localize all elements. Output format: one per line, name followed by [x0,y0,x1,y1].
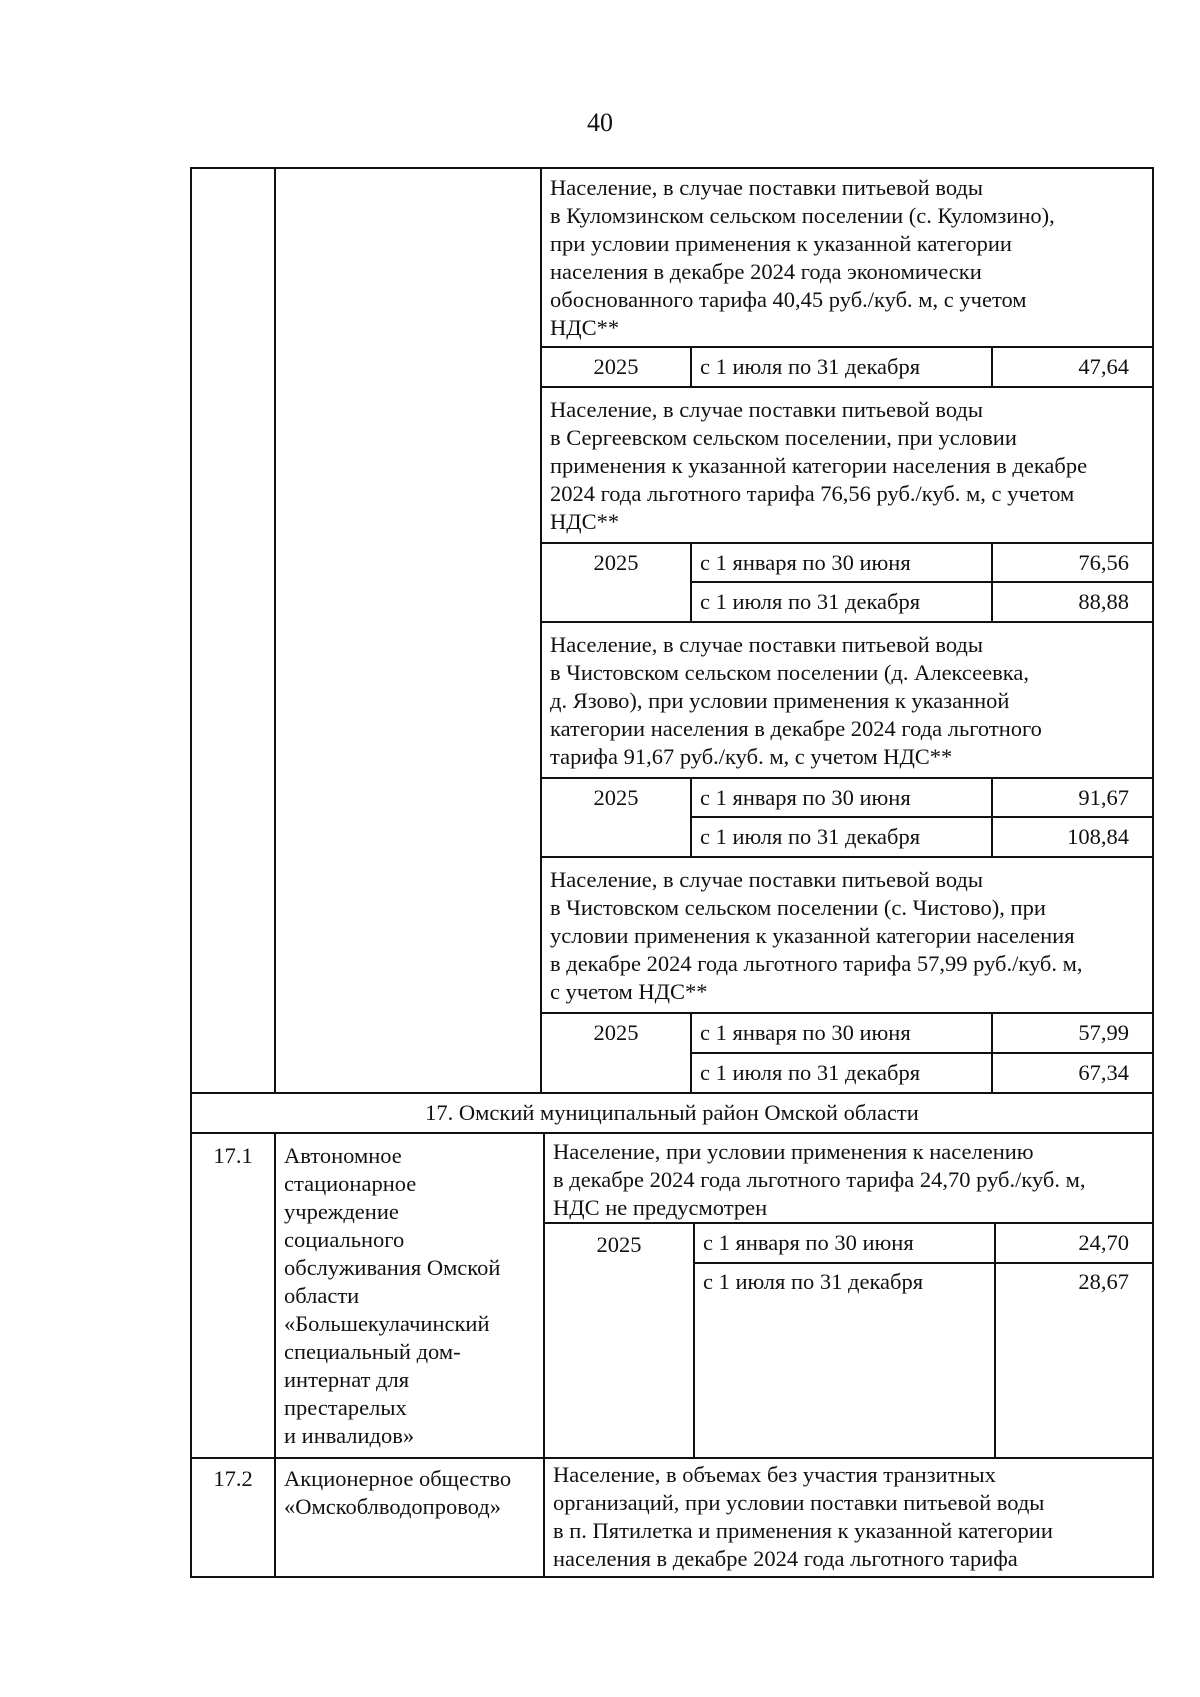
value-cell: 108,84 [1067,824,1129,849]
value-cell: 24,70 [1078,1230,1129,1255]
value-cell: 57,99 [1078,1020,1129,1045]
value-cell: 76,56 [1078,550,1129,575]
value-cell: 47,64 [1078,354,1129,379]
page-number: 40 [587,108,613,137]
tariff-table [190,167,1154,1578]
block-description: Население, в случае поставки питьевой воды в Чистовском сельском поселении (д. Алексеевка, д. Язово), при условии применения к указанной категории населения в декабре 2024 года льготного тарифа 91,67 руб./куб. м, с учетом НДС** [550,632,1042,769]
col-divider-org [543,1132,545,1578]
organization-name: Акционерное общество «Омскоблводопровод» [284,1466,512,1519]
block-description: Население, в случае поставки питьевой воды в Чистовском сельском поселении (с. Чистово), при условии применения к указанной категории населения в декабре 2024 года льготного тарифа 57,99 руб./куб. м, с учетом НДС** [550,867,1083,1004]
col-divider-number [274,1132,276,1578]
year-cell: 2025 [593,1020,639,1045]
row-number: 17.1 [213,1143,253,1168]
period-cell: с 1 июля по 31 декабря [700,589,921,614]
year-cell: 2025 [593,785,639,810]
year-cell: 2025 [593,550,639,575]
table-top-border [190,167,1154,169]
value-cell: 91,67 [1078,785,1129,810]
period-cell: с 1 января по 30 июня [700,1020,911,1045]
section-header: 17. Омский муниципальный район Омской области [425,1100,919,1125]
period-cell: с 1 января по 30 июня [700,550,911,575]
period-cell: с 1 июля по 31 декабря [700,354,921,379]
period-cell: с 1 июля по 31 декабря [700,1060,921,1085]
table-right-border [1152,167,1154,1578]
row-number: 17.2 [213,1466,253,1491]
value-cell: 28,67 [1078,1269,1129,1294]
value-cell: 67,34 [1078,1060,1129,1085]
year-cell: 2025 [596,1232,642,1257]
period-cell: с 1 июля по 31 декабря [703,1269,924,1294]
organization-name: Автономное стационарное учреждение социального обслуживания Омской области «Большекулачинский специальный дом- интернат для престарелых и инвалидов» [284,1143,501,1448]
period-cell: с 1 июля по 31 декабря [700,824,921,849]
period-cell: с 1 января по 30 июня [703,1230,914,1255]
row-description: Население, при условии применения к населению в декабре 2024 года льготного тарифа 24,70 руб./куб. м, НДС не предусмотрен [553,1139,1086,1220]
table-left-border [190,167,192,1578]
col-divider-number [274,167,276,1092]
row-description: Население, в объемах без участия транзитных организаций, при условии поставки питьевой воды в п. Пятилетка и применения к указанной категории населения в декабре 2024 года льготного тарифа [553,1462,1053,1571]
value-cell: 88,88 [1078,589,1129,614]
period-cell: с 1 января по 30 июня [700,785,911,810]
year-cell: 2025 [593,354,639,379]
block-description: Население, в случае поставки питьевой воды в Куломзинском сельском поселении (с. Куломзино), при условии применения к указанной категории населения в декабре 2024 года экономически обоснованного тарифа 40,45 руб./куб. м, с учетом НДС** [550,175,1055,340]
table-bottom-border [190,1576,1154,1578]
block-description: Население, в случае поставки питьевой воды в Сергеевском сельском поселении, при условии применения к указанной категории населения в декабре 2024 года льготного тарифа 76,56 руб./куб. м, с учетом НДС** [550,397,1088,534]
col-divider-org [540,167,542,1092]
